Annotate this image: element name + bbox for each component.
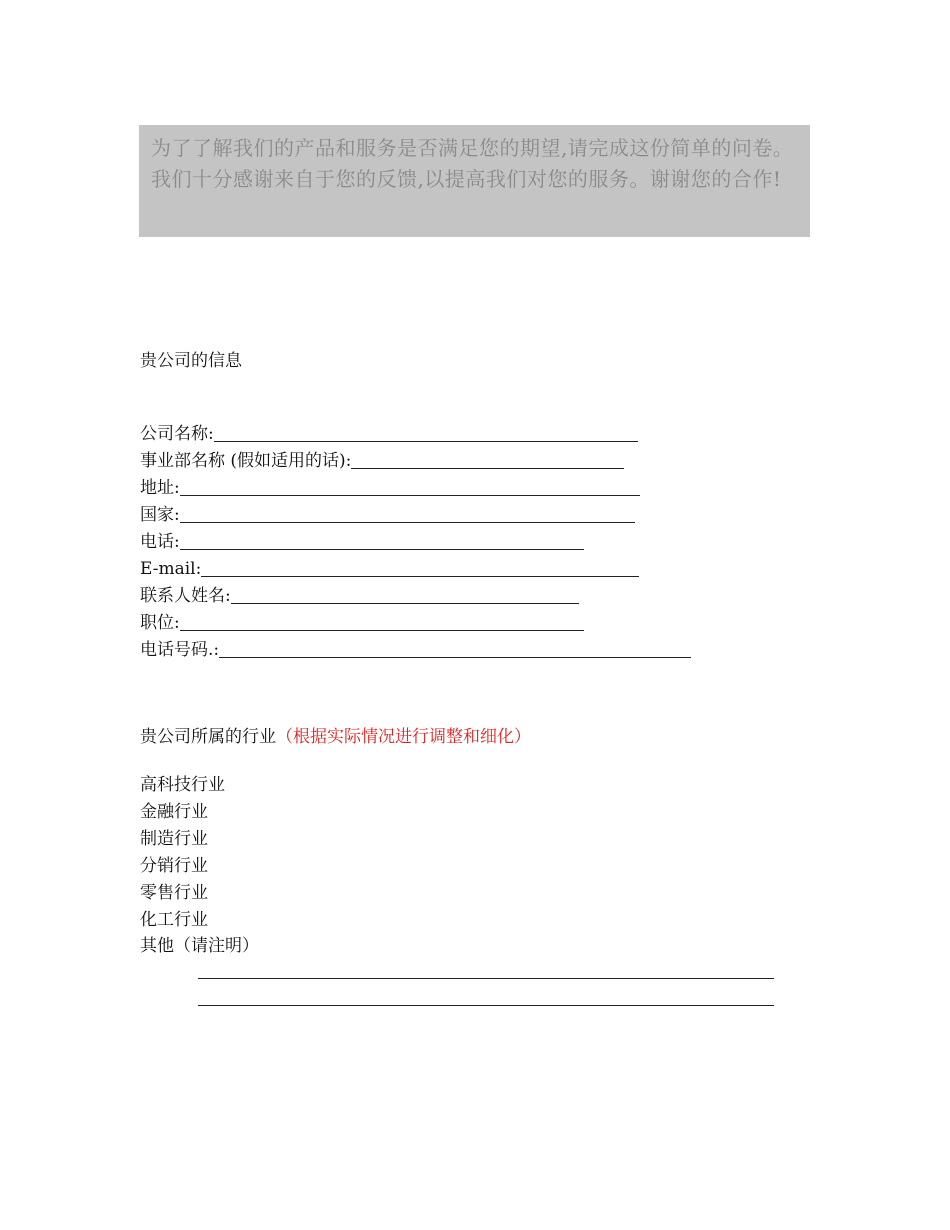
division-name-blank[interactable] xyxy=(351,448,624,469)
industry-option-hightech[interactable]: 高科技行业 xyxy=(140,775,225,795)
industry-option-finance[interactable]: 金融行业 xyxy=(140,802,208,822)
industry-option-distribution[interactable]: 分销行业 xyxy=(140,856,208,876)
field-country[interactable] xyxy=(140,501,635,527)
industry-title-text: 贵公司所属的行业 xyxy=(140,727,276,747)
address-blank[interactable] xyxy=(180,475,640,496)
field-division-name[interactable] xyxy=(140,447,624,473)
email-blank[interactable] xyxy=(201,556,639,577)
field-label: 公司名称: xyxy=(140,424,214,444)
industry-option-other[interactable]: 其他（请注明） xyxy=(140,936,259,956)
intro-box xyxy=(139,125,810,237)
intro-text: 为了了解我们的产品和服务是否满足您的期望,请完成这份简单的问卷。我们十分感谢来自于您的反馈,以提高我们对您的服务。谢谢您的合作! xyxy=(151,136,794,191)
field-address[interactable] xyxy=(140,474,640,500)
field-label: 地址: xyxy=(140,478,180,498)
other-specify-line-1[interactable] xyxy=(198,978,774,979)
position-blank[interactable] xyxy=(180,610,584,631)
field-contact-name[interactable] xyxy=(140,582,579,608)
field-label: 职位: xyxy=(140,613,180,633)
industry-option-manufacturing[interactable]: 制造行业 xyxy=(140,829,208,849)
phone-number-blank[interactable] xyxy=(219,637,691,658)
phone-blank[interactable] xyxy=(180,529,584,550)
company-info-title: 贵公司的信息 xyxy=(140,351,242,371)
field-label: 国家: xyxy=(140,505,180,525)
contact-name-blank[interactable] xyxy=(231,583,579,604)
country-blank[interactable] xyxy=(180,502,635,523)
company-name-blank[interactable] xyxy=(214,421,638,442)
field-label: 联系人姓名: xyxy=(140,586,231,606)
industry-option-retail[interactable]: 零售行业 xyxy=(140,883,208,903)
field-label: 事业部名称 (假如适用的话): xyxy=(140,451,352,471)
field-label: E-mail: xyxy=(140,559,202,579)
industry-title xyxy=(140,725,531,749)
field-label: 电话: xyxy=(140,532,180,552)
field-email[interactable] xyxy=(140,555,639,581)
field-company-name[interactable] xyxy=(140,420,638,446)
field-label: 电话号码.: xyxy=(140,640,220,660)
field-position[interactable] xyxy=(140,609,584,635)
other-specify-line-2[interactable] xyxy=(198,1005,774,1006)
industry-option-chemical[interactable]: 化工行业 xyxy=(140,910,208,930)
industry-note: （根据实际情况进行调整和细化） xyxy=(276,727,531,747)
field-phone-number[interactable] xyxy=(140,636,691,662)
field-phone[interactable] xyxy=(140,528,584,554)
